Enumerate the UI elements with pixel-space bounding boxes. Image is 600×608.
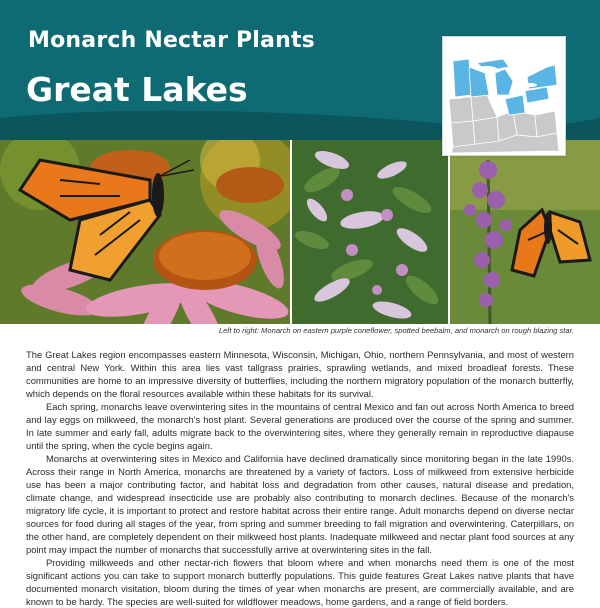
region-map (442, 36, 566, 156)
title-line2: Great Lakes (26, 70, 248, 109)
photo-blazing-star-monarch (450, 140, 600, 324)
paragraph-3: Monarchs at overwintering sites in Mexico and California have declined dramatically since monitoring began in the late 1990s. Across their range in North America, monarchs are threatened by a variety of factors. Loss of milkweed from extensive herbicide use has been a major contributing factor, and habitat loss and degradation from other causes, natural disease and predation, climate change, and widespread insecticide use are probably also contributing to monarch declines. Because of the monarch's migratory life cycle, it is important to protect and restore habitat across their entire range. Adult monarchs depend on diverse nectar sources for food during all stages of the year, from spring and summer breeding to fall migration and overwintering. Caterpillars, on the other hand, are completely dependent on their milkweed host plants. Inadequate milkweed and nectar plant food sources at any point may impact the number of monarchs that successfully arrive at overwintering sites in the fall. (26, 453, 574, 555)
photo-coneflower-monarch (0, 140, 290, 324)
photo-spotted-beebalm (292, 140, 448, 324)
photo-strip (0, 140, 600, 324)
paragraph-1: The Great Lakes region encompasses eastern Minnesota, Wisconsin, Michigan, Ohio, northern Pennsylvania, and most of western and central New York. Within this area lies vast tallgrass prairies, sprawling wetlands, and mixed broadleaf forests. These communities are home to an impressive diversity of butterflies, including the northern migratory population of the monarch butterfly, which depends on the floral resources available within these habitats for its survival. (26, 349, 574, 399)
photo-caption: Left to right: Monarch on eastern purple coneflower, spotted beebalm, and monarch on rough blazing star. (218, 326, 574, 335)
body-text (26, 348, 574, 608)
paragraph-2: Each spring, monarchs leave overwintering sites in the mountains of central Mexico and fan out across North America to breed and lay eggs on milkweed, the monarch's host plant. Several generations are produced over the course of the spring and summer. In late summer and early fall, adults migrate back to the overwintering sites, where they generally remain in reproductive diapause until the spring, when the cycle begins again. (26, 401, 574, 451)
states-outline (449, 95, 559, 153)
paragraph-4: Providing milkweeds and other nectar-rich flowers that bloom where and when monarchs need them is one of the most significant actions you can take to support monarch butterfly populations. This guide features Great Lakes native plants that have documented monarch visitation, bloom during the times of year when monarchs are present, are commercially available, and are known to be hardy. The species are well-suited for wildflower meadows, home gardens, and a range of field borders. (26, 557, 574, 607)
title-line1: Monarch Nectar Plants (28, 28, 315, 53)
